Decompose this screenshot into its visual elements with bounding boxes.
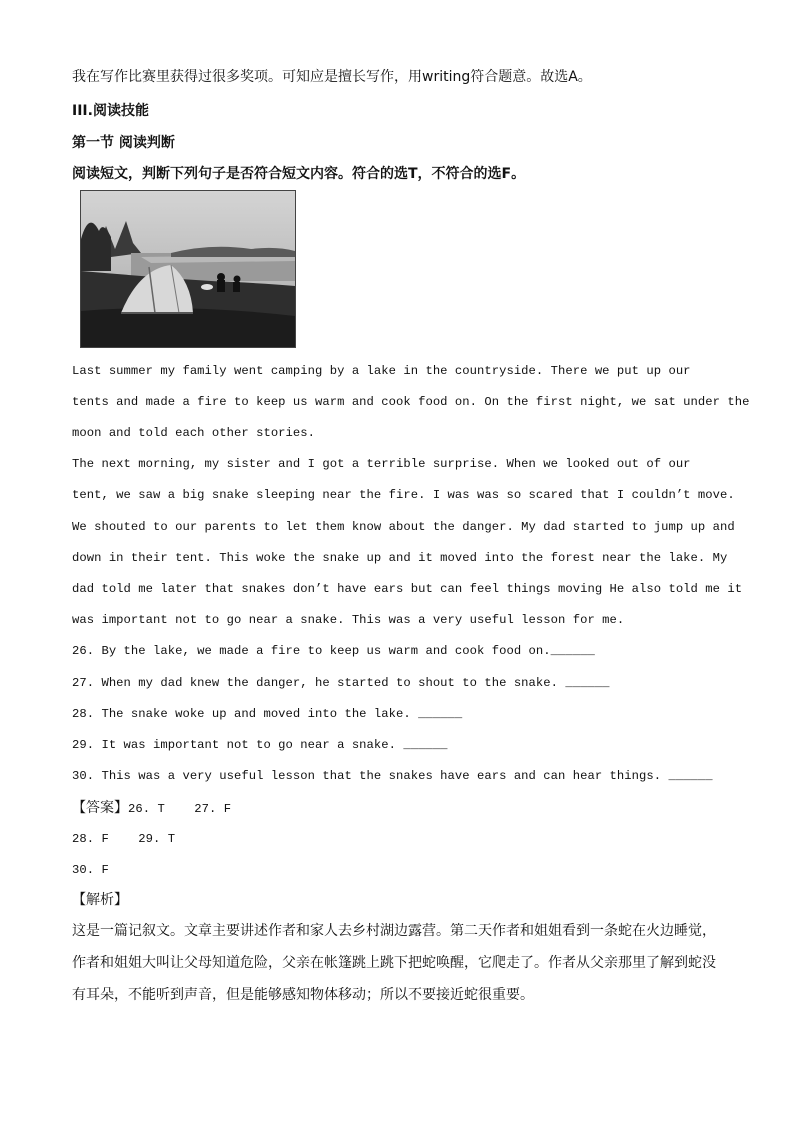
intro-line: 我在写作比赛里获得过很多奖项。可知应是擅长写作，用writing符合题意。故选A。 [72,69,592,85]
question-30: 30. This was a very useful lesson that the snakes have ears and can hear things. ______ [72,769,713,783]
question-29: 29. It was important not to go near a snake. ______ [72,738,448,752]
section-title: III.阅读技能 [72,103,149,119]
passage-line: moon and told each other stories. [72,426,316,440]
analysis-line: 作者和姐姐大叫让父母知道危险，父亲在帐篷跳上跳下把蛇唤醒，它爬走了。作者从父亲那里了解到蛇没 [72,955,716,971]
instruction: 阅读短文，判断下列句子是否符合短文内容。符合的选T，不符合的选F。 [72,166,526,182]
passage-line: tents and made a fire to keep us warm and cook food on. On the first night, we sat under the [72,395,750,409]
passage-line: We shouted to our parents to let them know about the danger. My dad started to jump up and [72,520,735,534]
answer-line-2: 28. F 29. T [72,832,176,846]
question-26: 26. By the lake, we made a fire to keep us warm and cook food on.______ [72,644,595,658]
subsection-title: 第一节 阅读判断 [72,135,175,151]
question-27: 27. When my dad knew the danger, he started to shout to the snake. ______ [72,676,610,690]
passage-line: down in their tent. This woke the snake up and it moved into the forest near the lake. My [72,551,728,565]
answer-line-3: 30. F [72,863,109,877]
answer-line-1 [72,797,231,817]
passage-line: dad told me later that snakes don’t have ears but can feel things moving He also told me it [72,582,743,596]
passage-line: Last summer my family went camping by a lake in the countryside. There we put up our [72,364,691,378]
answer-values: 26. T 27. F [128,802,232,816]
analysis-label: 【解析】 [72,892,128,908]
question-28: 28. The snake woke up and moved into the lake. ______ [72,707,463,721]
camping-photo [80,190,296,348]
answer-label: 【答案】 [72,800,128,816]
passage-line: The next morning, my sister and I got a terrible surprise. When we looked out of our [72,457,691,471]
analysis-line: 有耳朵，不能听到声音，但是能够感知物体移动；所以不要接近蛇很重要。 [72,987,534,1003]
passage-line: tent, we saw a big snake sleeping near the fire. I was was so scared that I couldn’t move. [72,488,735,502]
passage-line: was important not to go near a snake. This was a very useful lesson for me. [72,613,625,627]
analysis-line: 这是一篇记叙文。文章主要讲述作者和家人去乡村湖边露营。第二天作者和姐姐看到一条蛇在火边睡觉， [72,923,716,939]
